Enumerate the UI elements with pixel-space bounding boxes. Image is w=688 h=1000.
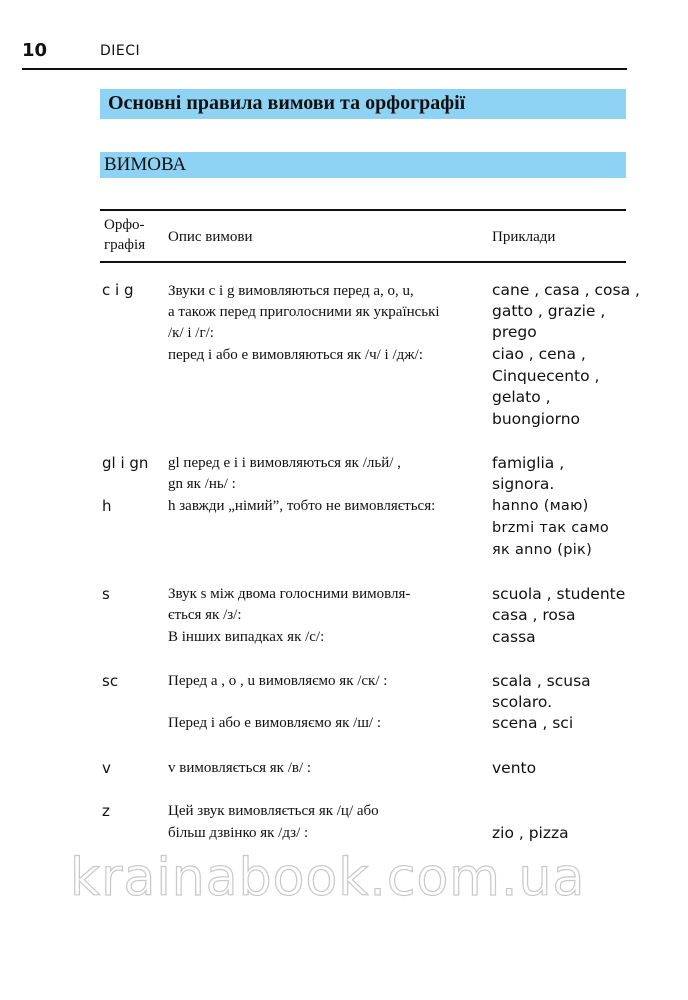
row-description-line: ється як /з/: [168,607,242,623]
row-description-line: Звуки c i g вимовляються перед a, o, u, [168,283,414,299]
row-description-line: /к/ і /г/: [168,325,214,341]
subsection-title-bar [100,152,626,178]
row-example-line: brzmi так само [492,520,610,536]
row-example-line: vento [492,759,537,777]
row-orthography: s [102,585,110,603]
row-description-line: В інших випадках як /с/: [168,629,325,645]
row-example-line: cassa [492,628,536,646]
row-example-line: gatto , grazie , [492,302,606,320]
row-example-line: cane , casa , cosa , [492,281,640,299]
table-header-rule [100,261,626,263]
row-example-line: gelato , [492,388,551,406]
row-orthography: h [102,497,112,515]
section-title-bar [100,89,626,119]
row-example-line: hanno (маю) [492,498,589,514]
column-header-description: Опис вимови [168,229,253,245]
row-description-line: а також перед приголосними як українські [168,304,440,320]
row-example-line: zio , pizza [492,824,569,842]
column-header-examples: Приклади [492,229,556,245]
row-example-line: ciao , cena , [492,345,586,363]
row-description-line: перед i або e вимовляються як /ч/ і /дж/: [168,347,423,363]
row-example-line: prego [492,323,537,341]
row-description-line: gl перед e і i вимовляються як /льй/ , [168,455,401,471]
row-description-line: gn як /нь/ : [168,476,236,492]
row-orthography: v [102,759,111,777]
row-description-line: v вимовляється як /в/ : [168,760,312,776]
row-example-line: scolaro. [492,693,553,711]
row-example-line: scena , sci [492,714,574,732]
row-orthography: c i g [102,281,134,299]
row-example-line: buongiorno [492,410,581,428]
row-example-line: scala , scusa [492,672,591,690]
page-number: 10 [22,40,48,61]
watermark: krainabook.com.ua [70,848,586,908]
row-orthography: z [102,802,110,820]
row-description-line: Перед a , o , u вимовляємо як /ск/ : [168,673,388,689]
row-example-line: casa , rosa [492,606,576,624]
row-description-line: Перед i або e вимовляємо як /ш/ : [168,715,381,731]
table-top-rule [100,209,626,211]
row-orthography: gl i gn [102,454,149,472]
column-header-orthography: Орфо- графія [104,217,146,253]
row-example-line: scuola , studente [492,585,626,603]
subsection-title: ВИМОВА [104,154,187,175]
section-title: Основні правила вимови та орфографії [108,92,466,114]
row-example-line: як anno (рік) [492,542,593,558]
row-description-line: h завжди „німий”, тобто не вимовляється: [168,498,436,514]
row-description-line: Цей звук вимовляється як /ц/ або [168,803,379,819]
row-description-line: більш дзвінко як /дз/ : [168,825,309,841]
row-description-line: Звук s між двома голосними вимовля- [168,586,411,602]
row-example-line: famiglia , [492,454,565,472]
row-example-line: signora. [492,475,555,493]
row-orthography: sc [102,672,119,690]
page-header [22,40,627,70]
book-title: DIECI [100,43,141,59]
row-example-line: Cinquecento , [492,367,600,385]
